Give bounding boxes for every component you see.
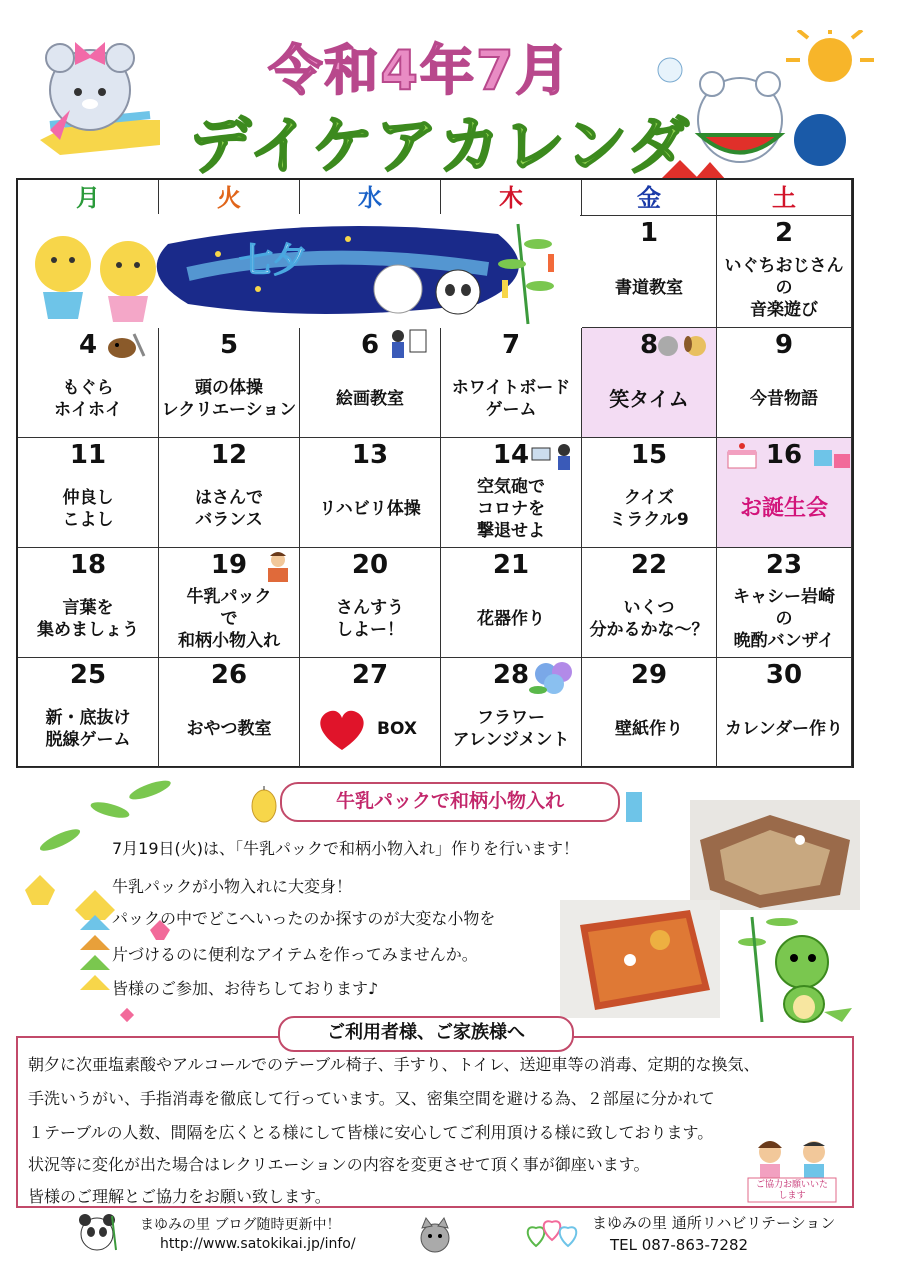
day-event: いくつ 分かるかな～？ bbox=[589, 597, 709, 640]
notice-line-5: 皆様のご理解とご協力をお願い致します。 bbox=[28, 1187, 331, 1206]
calendar-day-cell bbox=[582, 216, 717, 328]
weekday-header: 金 bbox=[582, 180, 717, 216]
calendar-day-cell bbox=[300, 438, 441, 548]
day-number: 23 bbox=[765, 550, 803, 580]
day-number: 8 bbox=[639, 330, 659, 360]
calendar-day-cell bbox=[159, 658, 300, 768]
calendar-day-cell bbox=[582, 548, 717, 658]
cooperation-sign: ご協力お願いいたします bbox=[755, 1180, 828, 1201]
milk-carton-box-photo bbox=[690, 800, 860, 910]
banner-text: 七夕 bbox=[239, 241, 307, 281]
weekday-header: 水 bbox=[300, 180, 441, 216]
day-event: ホワイトボード ゲーム bbox=[451, 377, 571, 420]
day-number: 7 bbox=[501, 330, 521, 360]
section1-line-4: 片づけるのに便利なアイテムを作ってみませんか。 bbox=[112, 945, 478, 964]
notice-line-3: １テーブルの人数、間隔を広くとる様にして皆様に安心してご利用頂ける様に致しております。 bbox=[28, 1123, 714, 1142]
painter-icon bbox=[386, 326, 430, 362]
section1-line-3: パックの中でどこへいったのか探すのが大変な小物を bbox=[112, 909, 496, 928]
day-event: いぐちおじさん の 音楽遊び bbox=[724, 255, 844, 320]
footer-org: まゆみの里 通所リハビリテーション bbox=[592, 1214, 836, 1232]
day-event: 空気砲で コロナを 撃退せよ bbox=[477, 476, 545, 541]
day-number: 18 bbox=[69, 550, 107, 580]
day-number: 27 bbox=[351, 660, 389, 690]
dragon-mascot-icon bbox=[722, 912, 872, 1032]
day-event: 言葉を 集めましょう bbox=[37, 597, 139, 640]
day-number: 14 bbox=[492, 440, 530, 470]
day-event: 絵画教室 bbox=[336, 388, 404, 409]
section1-line-2: 牛乳パックが小物入れに大変身！ bbox=[112, 877, 353, 896]
day-event: フラワー アレンジメント bbox=[452, 707, 570, 750]
cat-icon bbox=[412, 1214, 458, 1254]
day-event: 花器作り bbox=[477, 608, 545, 629]
day-number: 20 bbox=[351, 550, 389, 580]
calendar-day-cell bbox=[717, 216, 852, 328]
calendar-day-cell bbox=[717, 658, 852, 768]
day-event: はさんで バランス bbox=[195, 487, 263, 530]
day-event: キャシー岩崎 の 晩酌バンザイ bbox=[733, 586, 835, 651]
day-event: 新・底抜け 脱線ゲーム bbox=[45, 707, 131, 750]
mole-icon bbox=[104, 330, 148, 358]
tanzaku-icon bbox=[622, 788, 646, 824]
day-number: 19 bbox=[210, 550, 248, 580]
calendar-day-cell bbox=[441, 548, 582, 658]
folded-case-photo bbox=[560, 900, 720, 1018]
day-number: 25 bbox=[69, 660, 107, 690]
calendar-day-cell bbox=[159, 438, 300, 548]
day-event: 仲良し こよし bbox=[62, 487, 114, 530]
hearts-icon bbox=[522, 1212, 582, 1252]
day-number: 21 bbox=[492, 550, 530, 580]
day-number: 30 bbox=[765, 660, 803, 690]
day-event: さんすう しよー！ bbox=[336, 597, 404, 640]
weekday-header: 土 bbox=[717, 180, 852, 216]
birthday-cake-icon bbox=[718, 440, 856, 470]
tanabata-banner bbox=[18, 214, 580, 326]
calendar-day-cell bbox=[159, 328, 300, 438]
day-event: リハビリ体操 bbox=[319, 498, 421, 519]
day-event: お誕生会 bbox=[739, 495, 828, 521]
day-event: クイズ ミラクル9 bbox=[609, 487, 689, 530]
weekday-header: 月 bbox=[18, 180, 159, 216]
day-number: 12 bbox=[210, 440, 248, 470]
craft-person-icon bbox=[256, 550, 298, 586]
day-event: おやつ教室 bbox=[186, 718, 272, 739]
cat-dog-icon bbox=[650, 330, 716, 358]
notice-line-4: 状況等に変化が出た場合はレクリエーションの内容を変更させて頂く事が御座います。 bbox=[28, 1155, 650, 1174]
panda-icon bbox=[72, 1210, 122, 1254]
day-number: 9 bbox=[774, 330, 794, 360]
calendar-day-cell bbox=[18, 548, 159, 658]
day-number: 29 bbox=[630, 660, 668, 690]
notice-line-1: 朝夕に次亜塩素酸やアルコールでのテーブル椅子、手すり、トイレ、送迎車等の消毒、定期的な換気、 bbox=[28, 1055, 760, 1074]
day-number: 16 bbox=[765, 440, 803, 470]
footer-url[interactable]: http://www.satokikai.jp/info/ bbox=[160, 1236, 356, 1252]
day-event: BOX bbox=[377, 718, 417, 739]
air-cannon-icon bbox=[530, 440, 580, 472]
title-month: 令和4年7月 bbox=[268, 39, 572, 102]
day-event: 牛乳パック で 和柄小物入れ bbox=[178, 586, 280, 651]
day-event: もぐら ホイホイ bbox=[54, 377, 122, 420]
calendar-day-cell bbox=[582, 658, 717, 768]
day-number: 6 bbox=[360, 330, 380, 360]
calendar-day-cell bbox=[717, 328, 852, 438]
weekday-header: 火 bbox=[159, 180, 300, 216]
section1-line-5: 皆様のご参加、お待ちしております♪ bbox=[112, 979, 379, 998]
day-number: 22 bbox=[630, 550, 668, 580]
footer-tel: TEL 087-863-7282 bbox=[610, 1236, 749, 1254]
calendar-day-cell bbox=[717, 548, 852, 658]
day-number: 4 bbox=[78, 330, 98, 360]
section1-line-1: 7月19日(火)は、「牛乳パックで和柄小物入れ」作りを行います！ bbox=[112, 839, 580, 858]
footer-blog-text: まゆみの里 ブログ随時更新中！ bbox=[140, 1217, 341, 1233]
day-number: 2 bbox=[774, 218, 794, 248]
day-event: 書道教室 bbox=[615, 277, 683, 298]
bear-with-bow-icon bbox=[20, 20, 170, 160]
title-calendar: デイケアカレンダ bbox=[189, 109, 691, 182]
lantern-icon bbox=[250, 786, 278, 826]
section2-title: ご利用者様、ご家族様へ bbox=[278, 1016, 574, 1052]
calendar-day-cell bbox=[582, 438, 717, 548]
heart-icon bbox=[316, 708, 368, 752]
day-number: 13 bbox=[351, 440, 389, 470]
day-event: 笑タイム bbox=[609, 386, 689, 411]
weekday-header: 木 bbox=[441, 180, 582, 216]
day-event: 壁紙作り bbox=[615, 718, 683, 739]
notice-line-2: 手洗いうがい、手指消毒を徹底して行っています。又、密集空間を避ける為、２部屋に分かれて bbox=[28, 1089, 715, 1108]
day-event: 今昔物語 bbox=[750, 388, 818, 409]
calendar-day-cell bbox=[18, 438, 159, 548]
calendar-day-cell bbox=[441, 328, 582, 438]
calendar-day-cell bbox=[300, 548, 441, 658]
section1-title: 牛乳パックで和柄小物入れ bbox=[280, 782, 620, 822]
day-number: 28 bbox=[492, 660, 530, 690]
day-number: 15 bbox=[630, 440, 668, 470]
calendar-day-cell bbox=[18, 658, 159, 768]
hydrangea-icon bbox=[528, 658, 582, 698]
day-number: 1 bbox=[639, 218, 659, 248]
day-number: 5 bbox=[219, 330, 239, 360]
day-event: カレンダー作り bbox=[725, 718, 843, 739]
day-number: 11 bbox=[69, 440, 107, 470]
day-number: 26 bbox=[210, 660, 248, 690]
day-event: 頭の体操 レクリエーション bbox=[161, 377, 297, 420]
